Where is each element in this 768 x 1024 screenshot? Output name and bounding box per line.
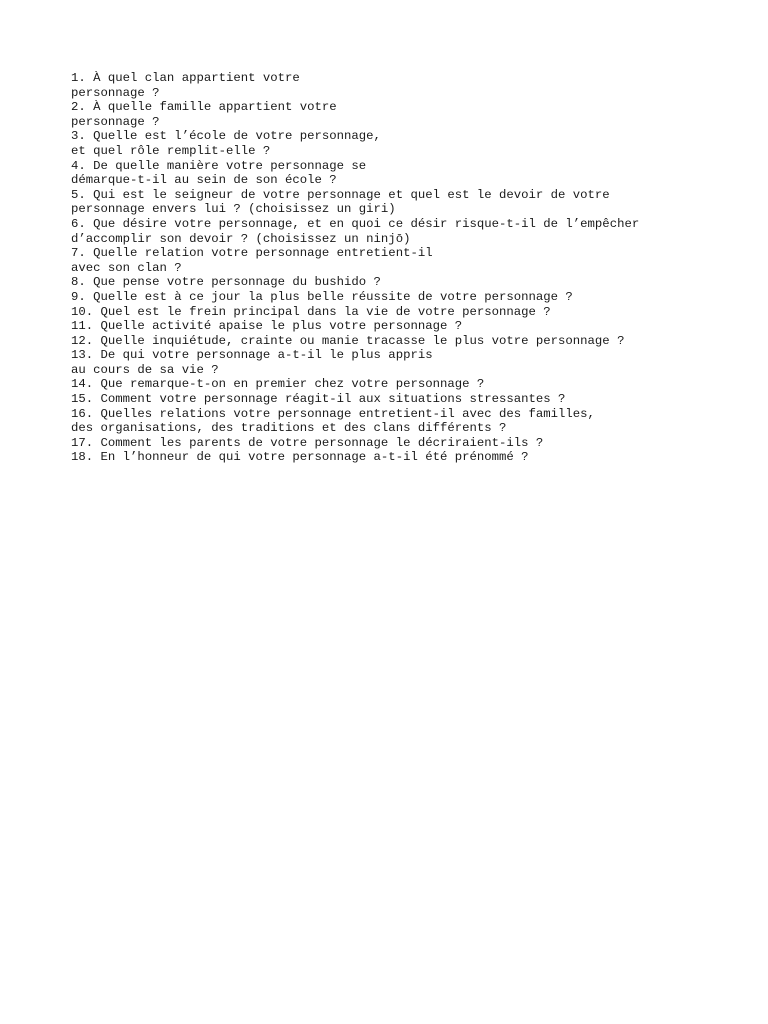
question-text-line: 13. De qui votre personnage a-t-il le plus appris (71, 348, 433, 363)
question-item (71, 450, 751, 465)
question-item (71, 188, 751, 217)
question-text-line: avec son clan ? (71, 260, 182, 275)
question-item (71, 334, 751, 349)
question-text-line: 11. Quelle activité apaise le plus votre personnage ? (71, 319, 463, 334)
question-text-line: 5. Qui est le seigneur de votre personnage et quel est le devoir de votre (71, 187, 610, 202)
question-list (71, 71, 751, 465)
question-text-line: 15. Comment votre personnage réagit-il aux situations stressantes ? (71, 392, 566, 407)
question-text-line: 16. Quelles relations votre personnage entretient-il avec des familles, (71, 406, 595, 421)
question-item (71, 290, 751, 305)
question-text-line: 2. À quelle famille appartient votre (71, 100, 337, 115)
question-text-line: au cours de sa vie ? (71, 362, 219, 377)
question-text-line: 17. Comment les parents de votre personnage le décriraient-ils ? (71, 435, 544, 450)
question-text-line: 1. À quel clan appartient votre (71, 71, 300, 85)
question-item (71, 246, 751, 275)
question-item (71, 436, 751, 451)
question-text-line: des organisations, des traditions et des clans différents ? (71, 421, 507, 436)
question-item (71, 71, 751, 100)
question-text-line: 12. Quelle inquiétude, crainte ou manie tracasse le plus votre personnage ? (71, 333, 625, 348)
question-text-line: 18. En l’honneur de qui votre personnage a-t-il été prénommé ? (71, 450, 529, 465)
question-text-line: et quel rôle remplit-elle ? (71, 143, 271, 158)
question-item (71, 407, 751, 436)
question-text-line: 8. Que pense votre personnage du bushido ? (71, 275, 381, 290)
question-item (71, 348, 751, 377)
question-item (71, 159, 751, 188)
question-text-line: personnage ? (71, 85, 160, 100)
question-item (71, 100, 751, 129)
question-item (71, 217, 751, 246)
question-text-line: 7. Quelle relation votre personnage entretient-il (71, 246, 433, 261)
question-item (71, 275, 751, 290)
question-item (71, 392, 751, 407)
question-text-line: personnage envers lui ? (choisissez un giri) (71, 202, 396, 217)
question-text-line: d’accomplir son devoir ? (choisissez un ninjō) (71, 231, 411, 246)
question-text-line: 3. Quelle est l’école de votre personnage, (71, 129, 381, 144)
question-item (71, 319, 751, 334)
question-item (71, 377, 751, 392)
question-text-line: démarque-t-il au sein de son école ? (71, 173, 337, 188)
question-text-line: 4. De quelle manière votre personnage se (71, 158, 367, 173)
question-text-line: 9. Quelle est à ce jour la plus belle réussite de votre personnage ? (71, 289, 573, 304)
question-item (71, 305, 751, 320)
question-text-line: 14. Que remarque-t-on en premier chez votre personnage ? (71, 377, 485, 392)
question-text-line: 6. Que désire votre personnage, et en quoi ce désir risque-t-il de l’empêcher (71, 216, 640, 231)
question-text-line: 10. Quel est le frein principal dans la vie de votre personnage ? (71, 304, 551, 319)
question-item (71, 129, 751, 158)
question-text-line: personnage ? (71, 114, 160, 129)
